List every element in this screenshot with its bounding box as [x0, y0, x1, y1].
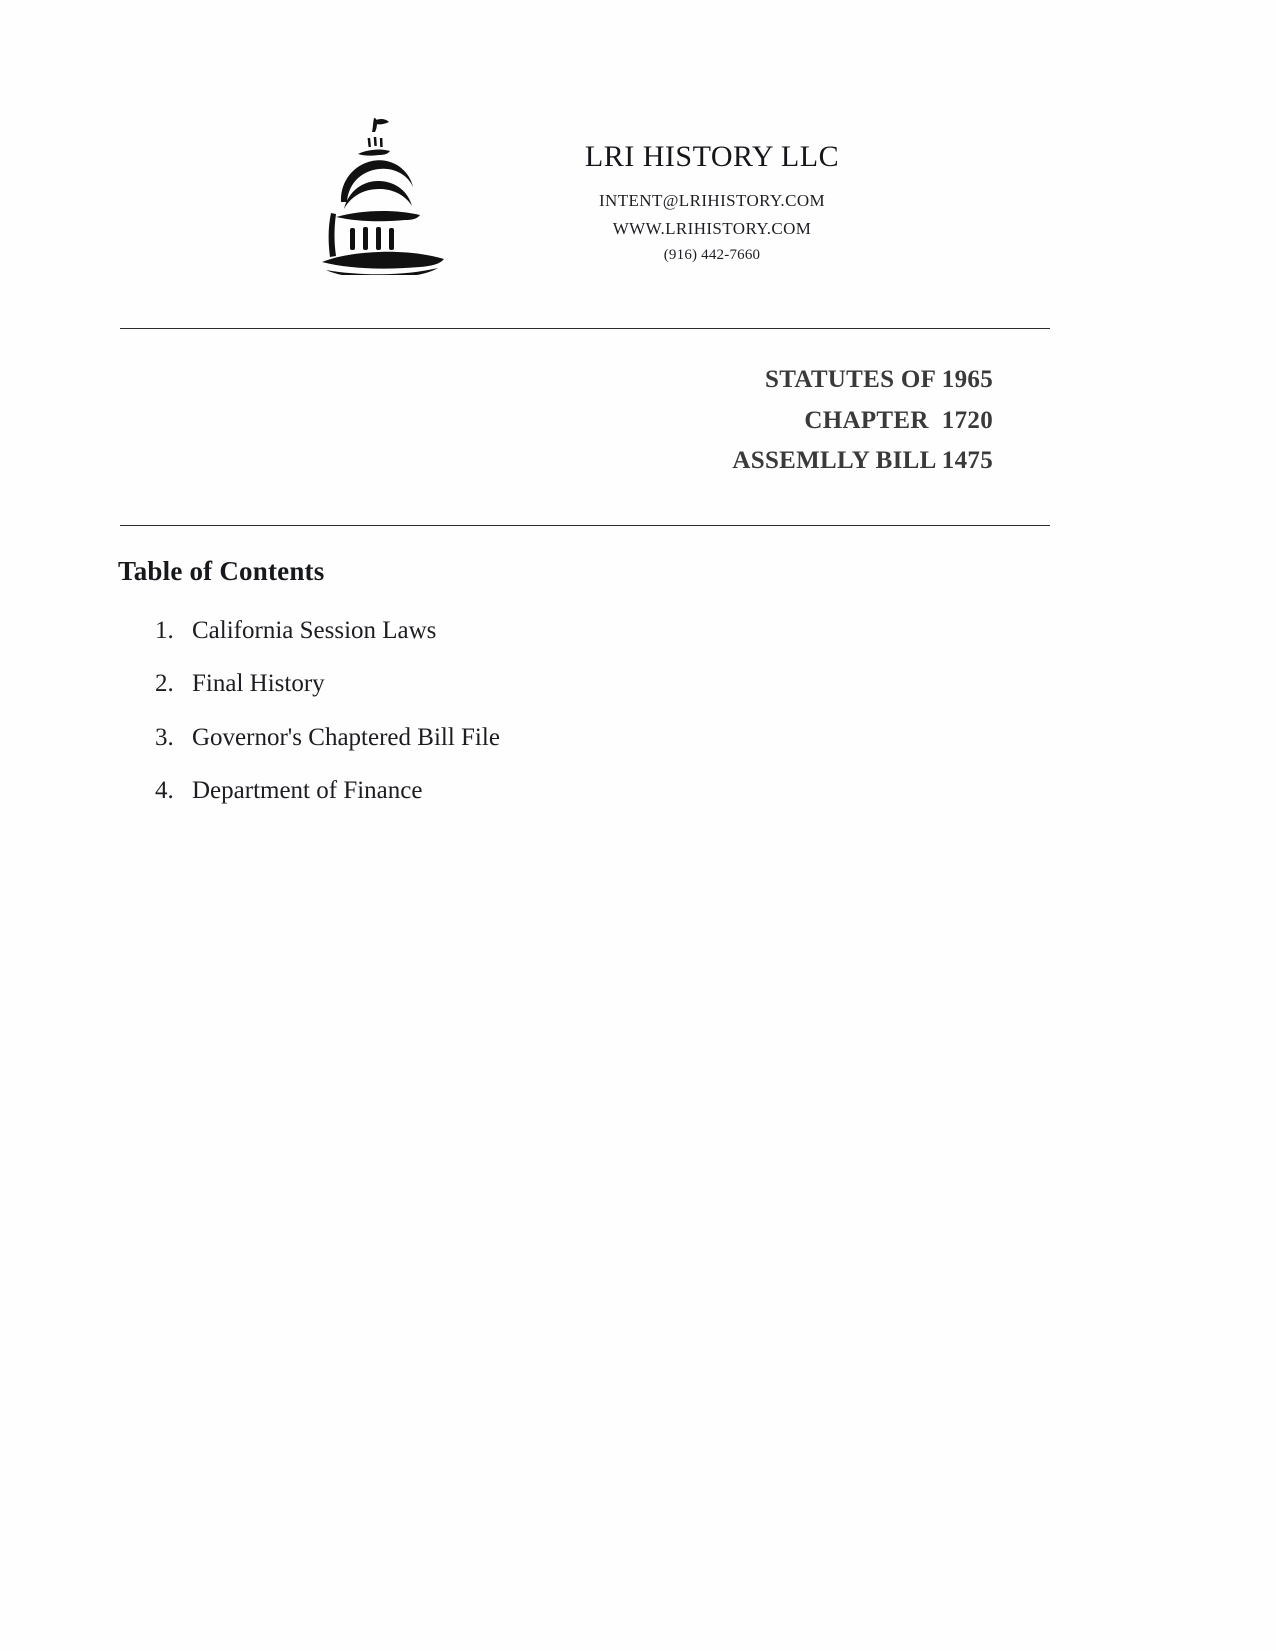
contact-website: WWW.LRIHISTORY.COM	[612, 219, 812, 239]
logo-container	[290, 110, 460, 275]
toc-item-label: California Session Laws	[192, 617, 437, 644]
title-statutes: STATUTES OF 1965	[765, 366, 993, 393]
divider-bottom	[120, 525, 1050, 526]
list-item[interactable]	[180, 668, 500, 699]
contact-phone: (916) 442-7660	[663, 247, 761, 264]
list-item[interactable]	[180, 775, 500, 806]
divider-top	[120, 328, 1050, 329]
toc-item-label: Governor's Chaptered Bill File	[192, 723, 500, 751]
contact-email: INTENT@LRIHISTORY.COM	[598, 191, 826, 210]
contact-block	[482, 110, 942, 268]
title-chapter: CHAPTER 1720	[804, 406, 993, 434]
toc-item-label: Department of Finance	[192, 776, 423, 804]
capitol-dome-icon	[300, 110, 450, 275]
table-of-contents-heading: Table of Contents	[118, 556, 325, 586]
title-bill: ASSEMLLY BILL 1475	[732, 447, 993, 474]
table-of-contents-list	[140, 615, 500, 828]
list-item[interactable]	[180, 722, 500, 753]
letterhead	[0, 110, 1276, 275]
toc-item-label: Final History	[192, 670, 325, 698]
list-item[interactable]	[180, 615, 500, 646]
document-title-block	[120, 360, 993, 482]
organization-name: LRI HISTORY LLC	[584, 140, 840, 173]
